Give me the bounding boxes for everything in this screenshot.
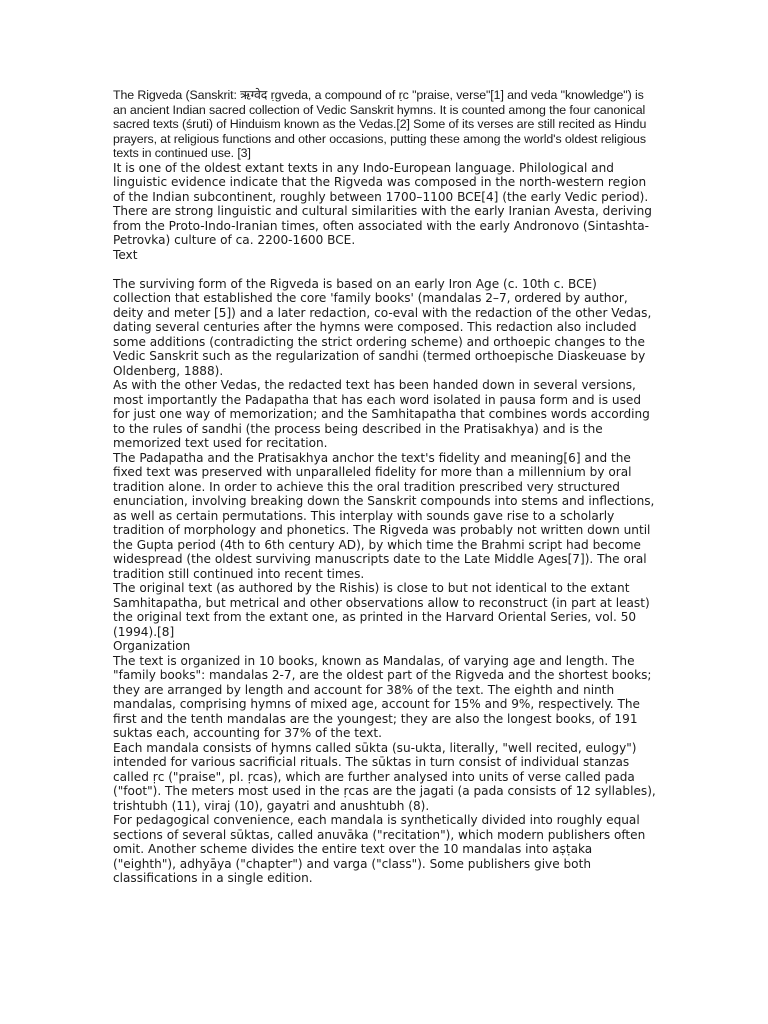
section-heading-organization: Organization bbox=[113, 639, 191, 653]
organization-paragraph-2: Each mandala consists of hymns called sūkta (su-ukta, literally, "well recited, eulogy") intended for various sacrificial rituals. The sūktas in turn consist of individual stanzas called ṛc ("praise", pl. ṛcas), which are further analysed into units of verse called pada ("foot"). The meters most used in the ṛcas are the jagati (a pada consists of 12 syllables), trishtubh (11), viraj (10), gayatri and anushtubh (8). bbox=[113, 740, 656, 813]
paragraph-gap bbox=[113, 262, 658, 277]
intro-paragraph-2: It is one of the oldest extant texts in any Indo-European language. Philological and linguistic evidence indicate that the Rigveda was composed in the north-western region of the Indian subcontinent, roughly between 1700–1100 BCE[4] (the early Vedic period). There are strong linguistic and cultural similarities with the early Iranian Avesta, deriving from the Proto-Indo-Iranian times, often associated with the early Andronovo (Sintashta-Petrovka) culture of ca. 2200-1600 BCE. bbox=[113, 160, 652, 247]
text-paragraph-2: As with the other Vedas, the redacted text has been handed down in several versions, most importantly the Padapatha that has each word isolated in pausa form and is used for just one way of memorization; and the Samhitapatha that combines words according to the rules of sandhi (the process being described in the Pratisakhya) and is the memorized text used for recitation. bbox=[113, 378, 650, 450]
text-paragraph-3: The Padapatha and the Pratisakhya anchor the text's fidelity and meaning[6] and the fixed text was preserved with unparalleled fidelity for more than a millennium by oral tradition alone. In order to achieve this the oral tradition prescribed very structured enunciation, involving breaking down the Sanskrit compounds into stems and inflections, as well as certain permutations. This interplay with sounds gave rise to a scholarly tradition of morphology and phonetics. The Rigveda was probably not written down until the Gupta period (4th to 6th century AD), by which time the Brahmi script had become widespread (the oldest surviving manuscripts date to the Late Middle Ages[7]). The oral tradition still continued into recent times. bbox=[113, 450, 655, 581]
document-page bbox=[113, 88, 658, 886]
text-paragraph-1: The surviving form of the Rigveda is based on an early Iron Age (c. 10th c. BCE) collection that established the core 'family books' (mandalas 2–7, ordered by author, deity and meter [5]) and a later redaction, co-eval with the redaction of the other Vedas, dating several centuries after the hymns were composed. This redaction also included some additions (contradicting the strict ordering scheme) and orthoepic changes to the Vedic Sanskrit such as the regularization of sandhi (termed orthoepische Diaskeuase by Oldenberg, 1888). bbox=[113, 276, 652, 378]
organization-paragraph-1: The text is organized in 10 books, known as Mandalas, of varying age and length. The "family books": mandalas 2-7, are the oldest part of the Rigveda and the shortest books; they are arranged by length and account for 38% of the text. The eighth and ninth mandalas, comprising hymns of mixed age, account for 15% and 9%, respectively. The first and the tenth mandalas are the youngest; they are also the longest books, of 191 suktas each, accounting for 37% of the text. bbox=[113, 653, 652, 740]
organization-paragraph-3: For pedagogical convenience, each mandala is synthetically divided into roughly equal sections of several sūktas, called anuvāka ("recitation"), which modern publishers often omit. Another scheme divides the entire text over the 10 mandalas into aṣṭaka ("eighth"), adhyāya ("chapter") and varga ("class"). Some publishers give both classifications in a single edition. bbox=[113, 813, 646, 885]
text-paragraph-4: The original text (as authored by the Rishis) is close to but not identical to the extant Samhitapatha, but metrical and other observations allow to reconstruct (in part at least) the original text from the extant one, as printed in the Harvard Oriental Series, vol. 50 (1994).[8] bbox=[113, 581, 650, 639]
section-heading-text: Text bbox=[113, 247, 138, 262]
intro-paragraph-1: The Rigveda (Sanskrit: ऋग्वेद ṛgveda, a compound of ṛc "praise, verse"[1] and veda "knowledge") is an ancient Indian sacred collection of Vedic Sanskrit hymns. It is counted among the four canonical sacred texts (śruti) of Hinduism known as the Vedas.[2] Some of its verses are still recited as Hindu prayers, at religious functions and other occasions, putting these among the world's oldest religious texts in continued use. [3] bbox=[113, 88, 647, 160]
